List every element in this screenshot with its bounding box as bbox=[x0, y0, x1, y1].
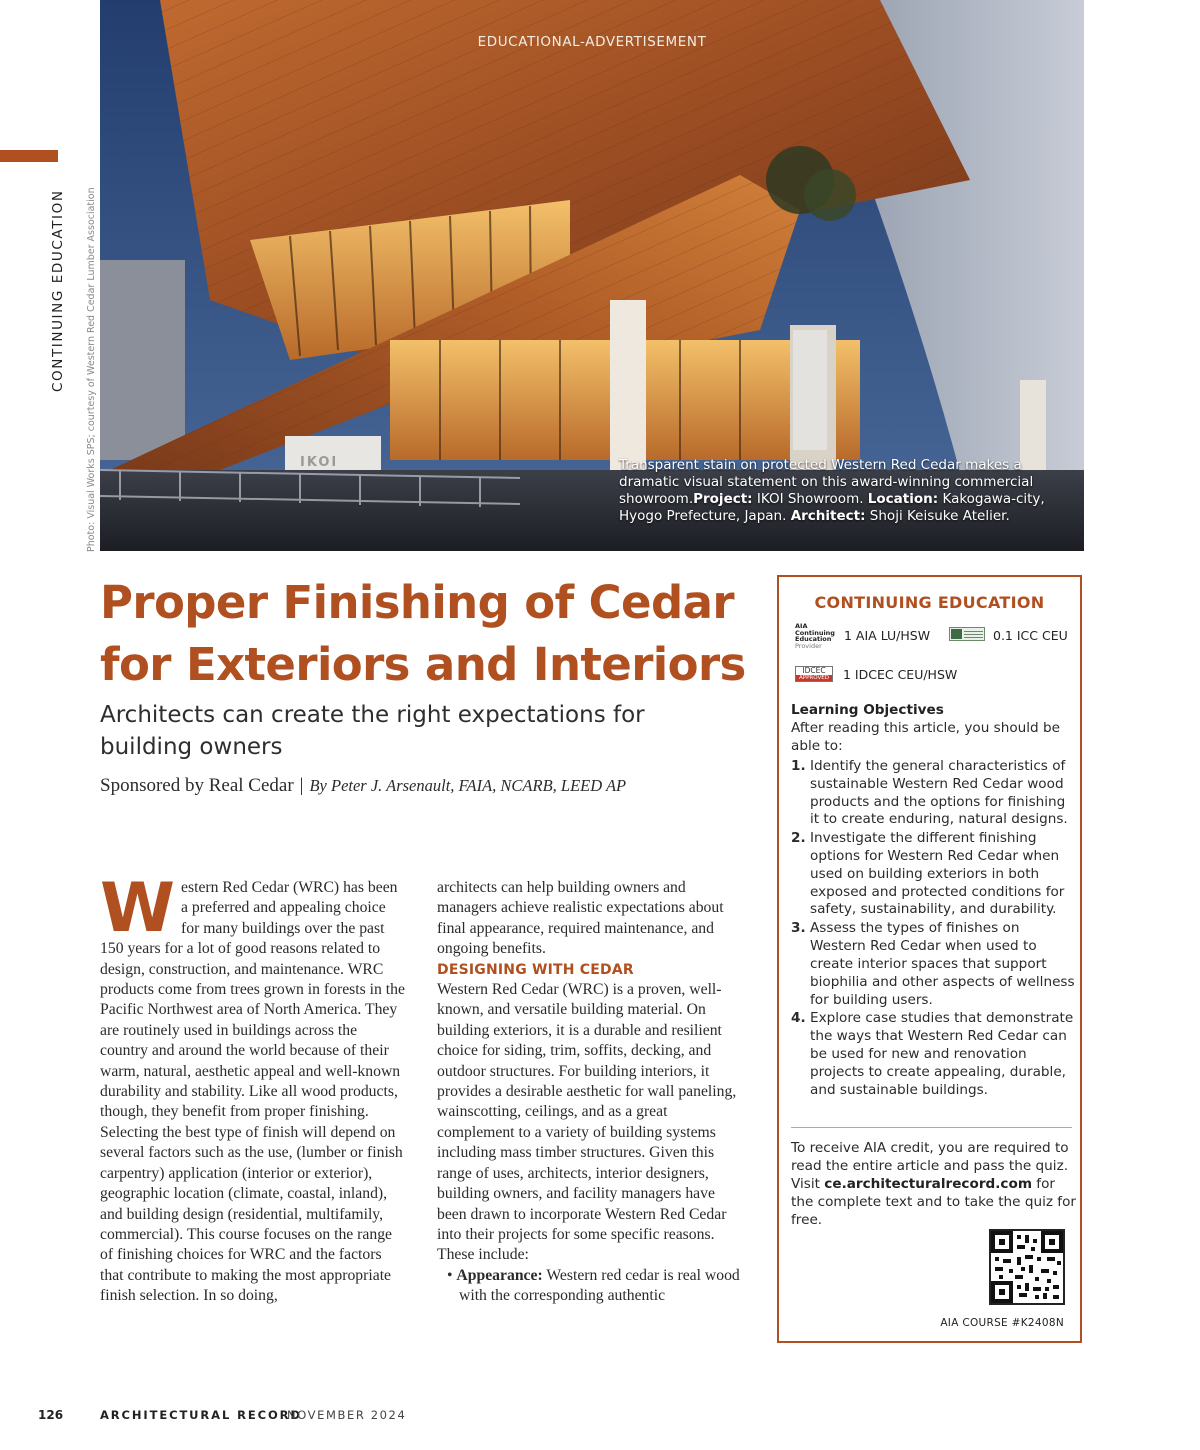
aia-badge-line: Continuing bbox=[795, 628, 835, 637]
article-subtitle: Architects can create the right expectations for building owners bbox=[100, 702, 645, 760]
continuing-education-box bbox=[777, 575, 1082, 1343]
publication-name: ARCHITECTURAL RECORD bbox=[100, 1408, 302, 1422]
hero-photo bbox=[100, 0, 1084, 551]
aia-badge-line: AIA bbox=[795, 622, 808, 630]
objectives-heading: Learning Objectives bbox=[791, 702, 944, 718]
objective-item bbox=[791, 758, 1076, 830]
objective-item bbox=[791, 1010, 1076, 1100]
aia-provider-logo bbox=[795, 623, 839, 649]
designing-paragraph: Western Red Cedar (WRC) is a proven, well-known, and versatile building material. On building exteriors, it is a durable and resilient choice for siding, trim, soffits, decking, and outdoor structures. For building interiors, it provides a desirable aesthetic for wall paneling, wainscotting, ceilings, and as a great complement to a variety of building systems including mass timber structures. Given this range of uses, architects, interior designers, building owners, and facility managers have been drawn to incorporate Western Red Cedar into their projects for some specific reasons. These include: bbox=[437, 981, 737, 1264]
caption-location: Kakogawa-city, Hyogo Prefecture, Japan. bbox=[619, 491, 1045, 524]
aia-badge-line: Education bbox=[795, 635, 832, 643]
caption-project-label: Project: bbox=[693, 491, 753, 507]
icc-credit: 0.1 ICC CEU bbox=[993, 628, 1068, 643]
caption-location-label: Location: bbox=[867, 491, 939, 507]
objective-text: Assess the types of finishes on Western Red Cedar when used to create interior spaces that support biophilia and other aspects of wellness for building users. bbox=[810, 919, 1075, 1008]
article-title: Proper Finishing of Cedar for Exteriors and Interiors bbox=[100, 576, 746, 691]
intro-continuation: architects can help building owners and managers achieve realistic expectations about final appearance, required maintenance, and ongoing benefits. bbox=[437, 879, 724, 958]
icc-provider-logo bbox=[949, 627, 985, 641]
bullet-label: Appearance: bbox=[456, 1266, 543, 1284]
section-label: CONTINUING EDUCATION bbox=[50, 189, 66, 392]
drop-cap: W bbox=[100, 869, 176, 948]
byline bbox=[100, 775, 740, 797]
objective-text: Investigate the different finishing options for Western Red Cedar when used on building exteriors in both exposed and protected conditions for safety, sustainability, and durability. bbox=[810, 829, 1065, 918]
photo-caption bbox=[619, 457, 1074, 525]
objectives-intro: After reading this article, you should be able to: bbox=[791, 719, 1060, 754]
credit-note-text: for the complete text and to take the quiz for free. bbox=[791, 1175, 1076, 1228]
byline-separator: | bbox=[299, 775, 304, 796]
objective-number: 1. bbox=[791, 757, 806, 774]
caption-project: IKOI Showroom. bbox=[752, 491, 868, 507]
objective-number: 2. bbox=[791, 829, 806, 846]
objectives-list bbox=[791, 758, 1076, 1100]
objective-number: 4. bbox=[791, 1009, 806, 1026]
caption-architect-label: Architect: bbox=[790, 508, 866, 524]
learning-objectives bbox=[791, 702, 1076, 1100]
objective-text: Explore case studies that demonstrate the ways that Western Red Cedar can be used for new and renovation projects to create appealing, durable, and sustainable buildings. bbox=[810, 1009, 1074, 1098]
aia-credit: 1 AIA LU/HSW bbox=[844, 628, 931, 643]
author: By Peter J. Arsenault, FAIA, NCARB, LEED AP bbox=[309, 776, 627, 795]
section-heading: DESIGNING WITH CEDAR bbox=[437, 961, 634, 978]
monolith-sign-text: IKOI bbox=[300, 455, 339, 470]
body-column-2 bbox=[437, 878, 742, 1307]
qr-code-icon[interactable] bbox=[989, 1229, 1065, 1305]
objective-text: Identify the general characteristics of sustainable Western Red Cedar wood products and the options for finishing it to create enduring, natural designs. bbox=[810, 757, 1068, 828]
ce-divider bbox=[791, 1127, 1072, 1128]
photo-credit: Photo: Visual Works SPS; courtesy of Western Red Cedar Lumber Association bbox=[86, 187, 97, 552]
objective-number: 3. bbox=[791, 919, 806, 936]
bullet-text: Western red cedar is real wood with the corresponding authentic bbox=[459, 1266, 740, 1305]
intro-paragraph: estern Red Cedar (WRC) has been a preferred and appealing choice for many buildings over the past 150 years for a lot of good reasons related to design, construction, and maintenance. WRC products come from trees grown in forests in the Pacific Northwest area of North America. They are routinely used in buildings across the country and around the world because of their warm, natural, aesthetic appeal and well-known durability and stability. Like all wood products, though, they benefit from proper finishing. Selecting the best type of finish will depend on several factors such as the use, (lumber or finish carpentry) application (interior or exterior), geographic location (climate, coastal, inland), and building design (residential, multifamily, commercial). This course focuses on the range of finishing choices for WRC and the factors that contribute to making the most appropriate finish selection. In so doing, bbox=[100, 879, 405, 1305]
idcec-approved-logo bbox=[795, 666, 833, 682]
course-url-link[interactable]: ce.architecturalrecord.com bbox=[824, 1175, 1032, 1192]
body-column-1 bbox=[100, 869, 405, 1307]
credit-instructions bbox=[791, 1140, 1076, 1230]
advertisement-label: EDUCATIONAL-ADVERTISEMENT bbox=[477, 34, 707, 50]
caption-architect: Shoji Keisuke Atelier. bbox=[865, 508, 1010, 524]
objective-item bbox=[791, 920, 1076, 1010]
qr-code-graphic bbox=[991, 1231, 1063, 1303]
bullet-appearance: • Appearance: Western red cedar is real wood with the corresponding authentic bbox=[447, 1266, 740, 1305]
page-number: 126 bbox=[38, 1408, 64, 1422]
idcec-badge-text: IDCEC bbox=[802, 666, 826, 675]
idcec-approved-text: APPROVED bbox=[796, 675, 832, 681]
course-code: AIA COURSE #K2408N bbox=[940, 1317, 1064, 1329]
credit-note-text: To receive AIA credit, you are required to read the entire article and pass the quiz. Visit bbox=[791, 1140, 1069, 1192]
idcec-credit: 1 IDCEC CEU/HSW bbox=[843, 667, 958, 682]
ce-box-title: CONTINUING EDUCATION bbox=[814, 593, 1045, 612]
objective-item bbox=[791, 830, 1076, 920]
aia-badge-line: Provider bbox=[795, 641, 822, 650]
section-accent-bar bbox=[0, 150, 58, 162]
caption-lead: Transparent stain on protected Western Red Cedar makes a dramatic visual statement on this award-winning commercial showroom. bbox=[619, 457, 1034, 507]
sponsor: Sponsored by Real Cedar bbox=[100, 775, 294, 796]
issue-date: NOVEMBER 2024 bbox=[287, 1408, 407, 1422]
